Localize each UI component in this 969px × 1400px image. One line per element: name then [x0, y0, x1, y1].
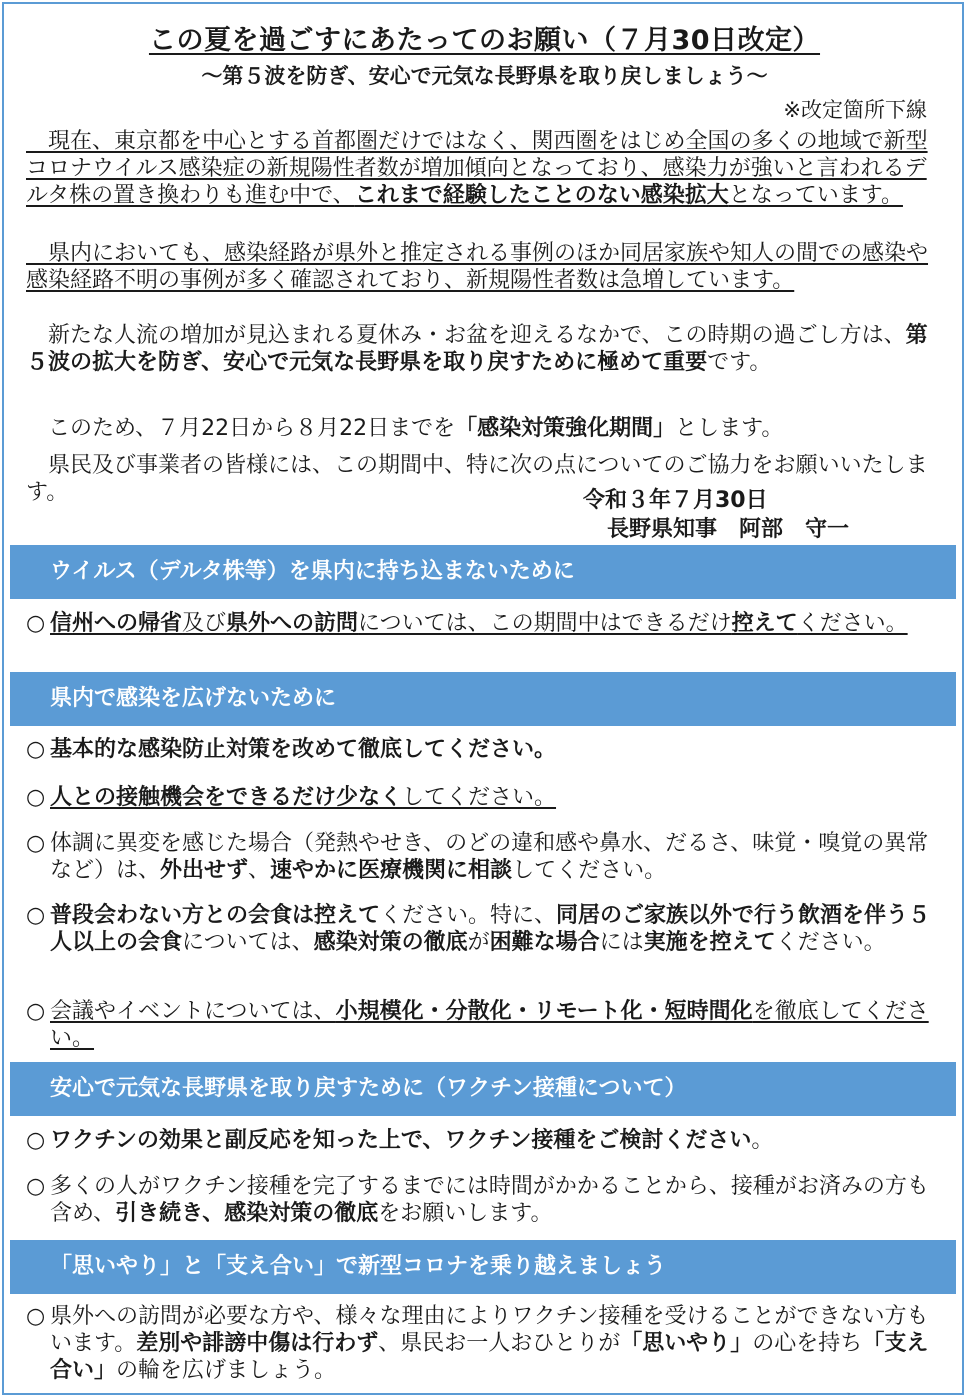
list-item: ○ 県外への訪問が必要な方や、様々な理由によりワクチン接種を受けることができない方もいます。差別や誹謗中傷は行わず、県民お一人おひとりが「思いやり」の心を持ち「支え合い」の輪を広げましょう。	[26, 1304, 929, 1383]
section-heading-1: ウイルス（デルタ株等）を県内に持ち込まないために	[10, 545, 956, 599]
section-heading-4: 「思いやり」と「支え合い」で新型コロナを乗り越えましょう	[10, 1240, 956, 1294]
intro-paragraph-5: 県民及び事業者の皆様には、この期間中、特に次の点についてのご協力をお願いいたします。	[26, 453, 928, 505]
list-item: ○ ワクチンの効果と副反応を知った上で、ワクチン接種をご検討ください。	[26, 1128, 774, 1153]
section-heading-3: 安心で元気な長野県を取り戻すために（ワクチン接種について）	[10, 1062, 956, 1116]
list-item: ○ 会議やイベントについては、小規模化・分散化・リモート化・短時間化を徹底してください。	[26, 999, 929, 1051]
intro-paragraph-2: 県内においても、感染経路が県外と推定される事例のほか同居家族や知人の間での感染や感染経路不明の事例が多く確認されており、新規陽性者数は急増しています。	[26, 241, 929, 293]
bullet-circle: ○	[26, 737, 46, 762]
issue-date: 令和３年７月30日	[583, 488, 768, 513]
bullet-circle: ○	[26, 831, 46, 856]
bullet-circle: ○	[26, 999, 46, 1024]
governor-signature: 長野県知事 阿部 守一	[607, 517, 850, 542]
document-title: この夏を過ごすにあたってのお願い（７月30日改定）	[148, 25, 821, 56]
bullet-circle: ○	[26, 903, 46, 928]
list-item: ○ 体調に異変を感じた場合（発熱やせき、のどの違和感や鼻水、だるさ、味覚・嗅覚の異常など）は、外出せず、速やかに医療機関に相談してください。	[26, 831, 929, 883]
bullet-circle: ○	[26, 611, 46, 636]
bullet-circle: ○	[26, 1174, 46, 1199]
intro-paragraph-1: 現在、東京都を中心とする首都圏だけではなく、関西圏をはじめ全国の多くの地域で新型コロナウイルス感染症の新規陽性者数が増加傾向となっており、感染力が強いと言われるデルタ株の置き換わりも進む中で、これまで経験したことのない感染拡大となっています。	[26, 129, 928, 208]
document-subtitle: ～第５波を防ぎ、安心で元気な長野県を取り戻しましょう～	[201, 64, 768, 88]
bullet-circle: ○	[26, 785, 46, 810]
list-item: ○ 多くの人がワクチン接種を完了するまでには時間がかかることから、接種がお済みの方も含め、引き続き、感染対策の徹底をお願いします。	[26, 1174, 929, 1226]
bullet-circle: ○	[26, 1304, 46, 1329]
list-item: ○ 信州への帰省及び県外への訪問については、この期間中はできるだけ控えてください。	[26, 611, 908, 636]
intro-paragraph-4: このため、７月22日から８月22日までを「感染対策強化期間」とします。	[26, 416, 784, 441]
list-item: ○ 普段会わない方との会食は控えてください。特に、同居のご家族以外で行う飲酒を伴う５人以上の会食については、感染対策の徹底が困難な場合には実施を控えてください。	[26, 903, 931, 955]
intro-paragraph-3: 新たな人流の増加が見込まれる夏休み・お盆を迎えるなかで、この時期の過ごし方は、第５波の拡大を防ぎ、安心で元気な長野県を取り戻すために極めて重要です。	[26, 323, 928, 375]
revision-note: ※改定箇所下線	[783, 98, 927, 122]
list-item: ○ 基本的な感染防止対策を改めて徹底してください。	[26, 737, 557, 762]
section-heading-2: 県内で感染を広げないために	[10, 672, 956, 726]
bullet-circle: ○	[26, 1128, 46, 1153]
list-item: ○ 人との接触機会をできるだけ少なくしてください。	[26, 785, 557, 810]
